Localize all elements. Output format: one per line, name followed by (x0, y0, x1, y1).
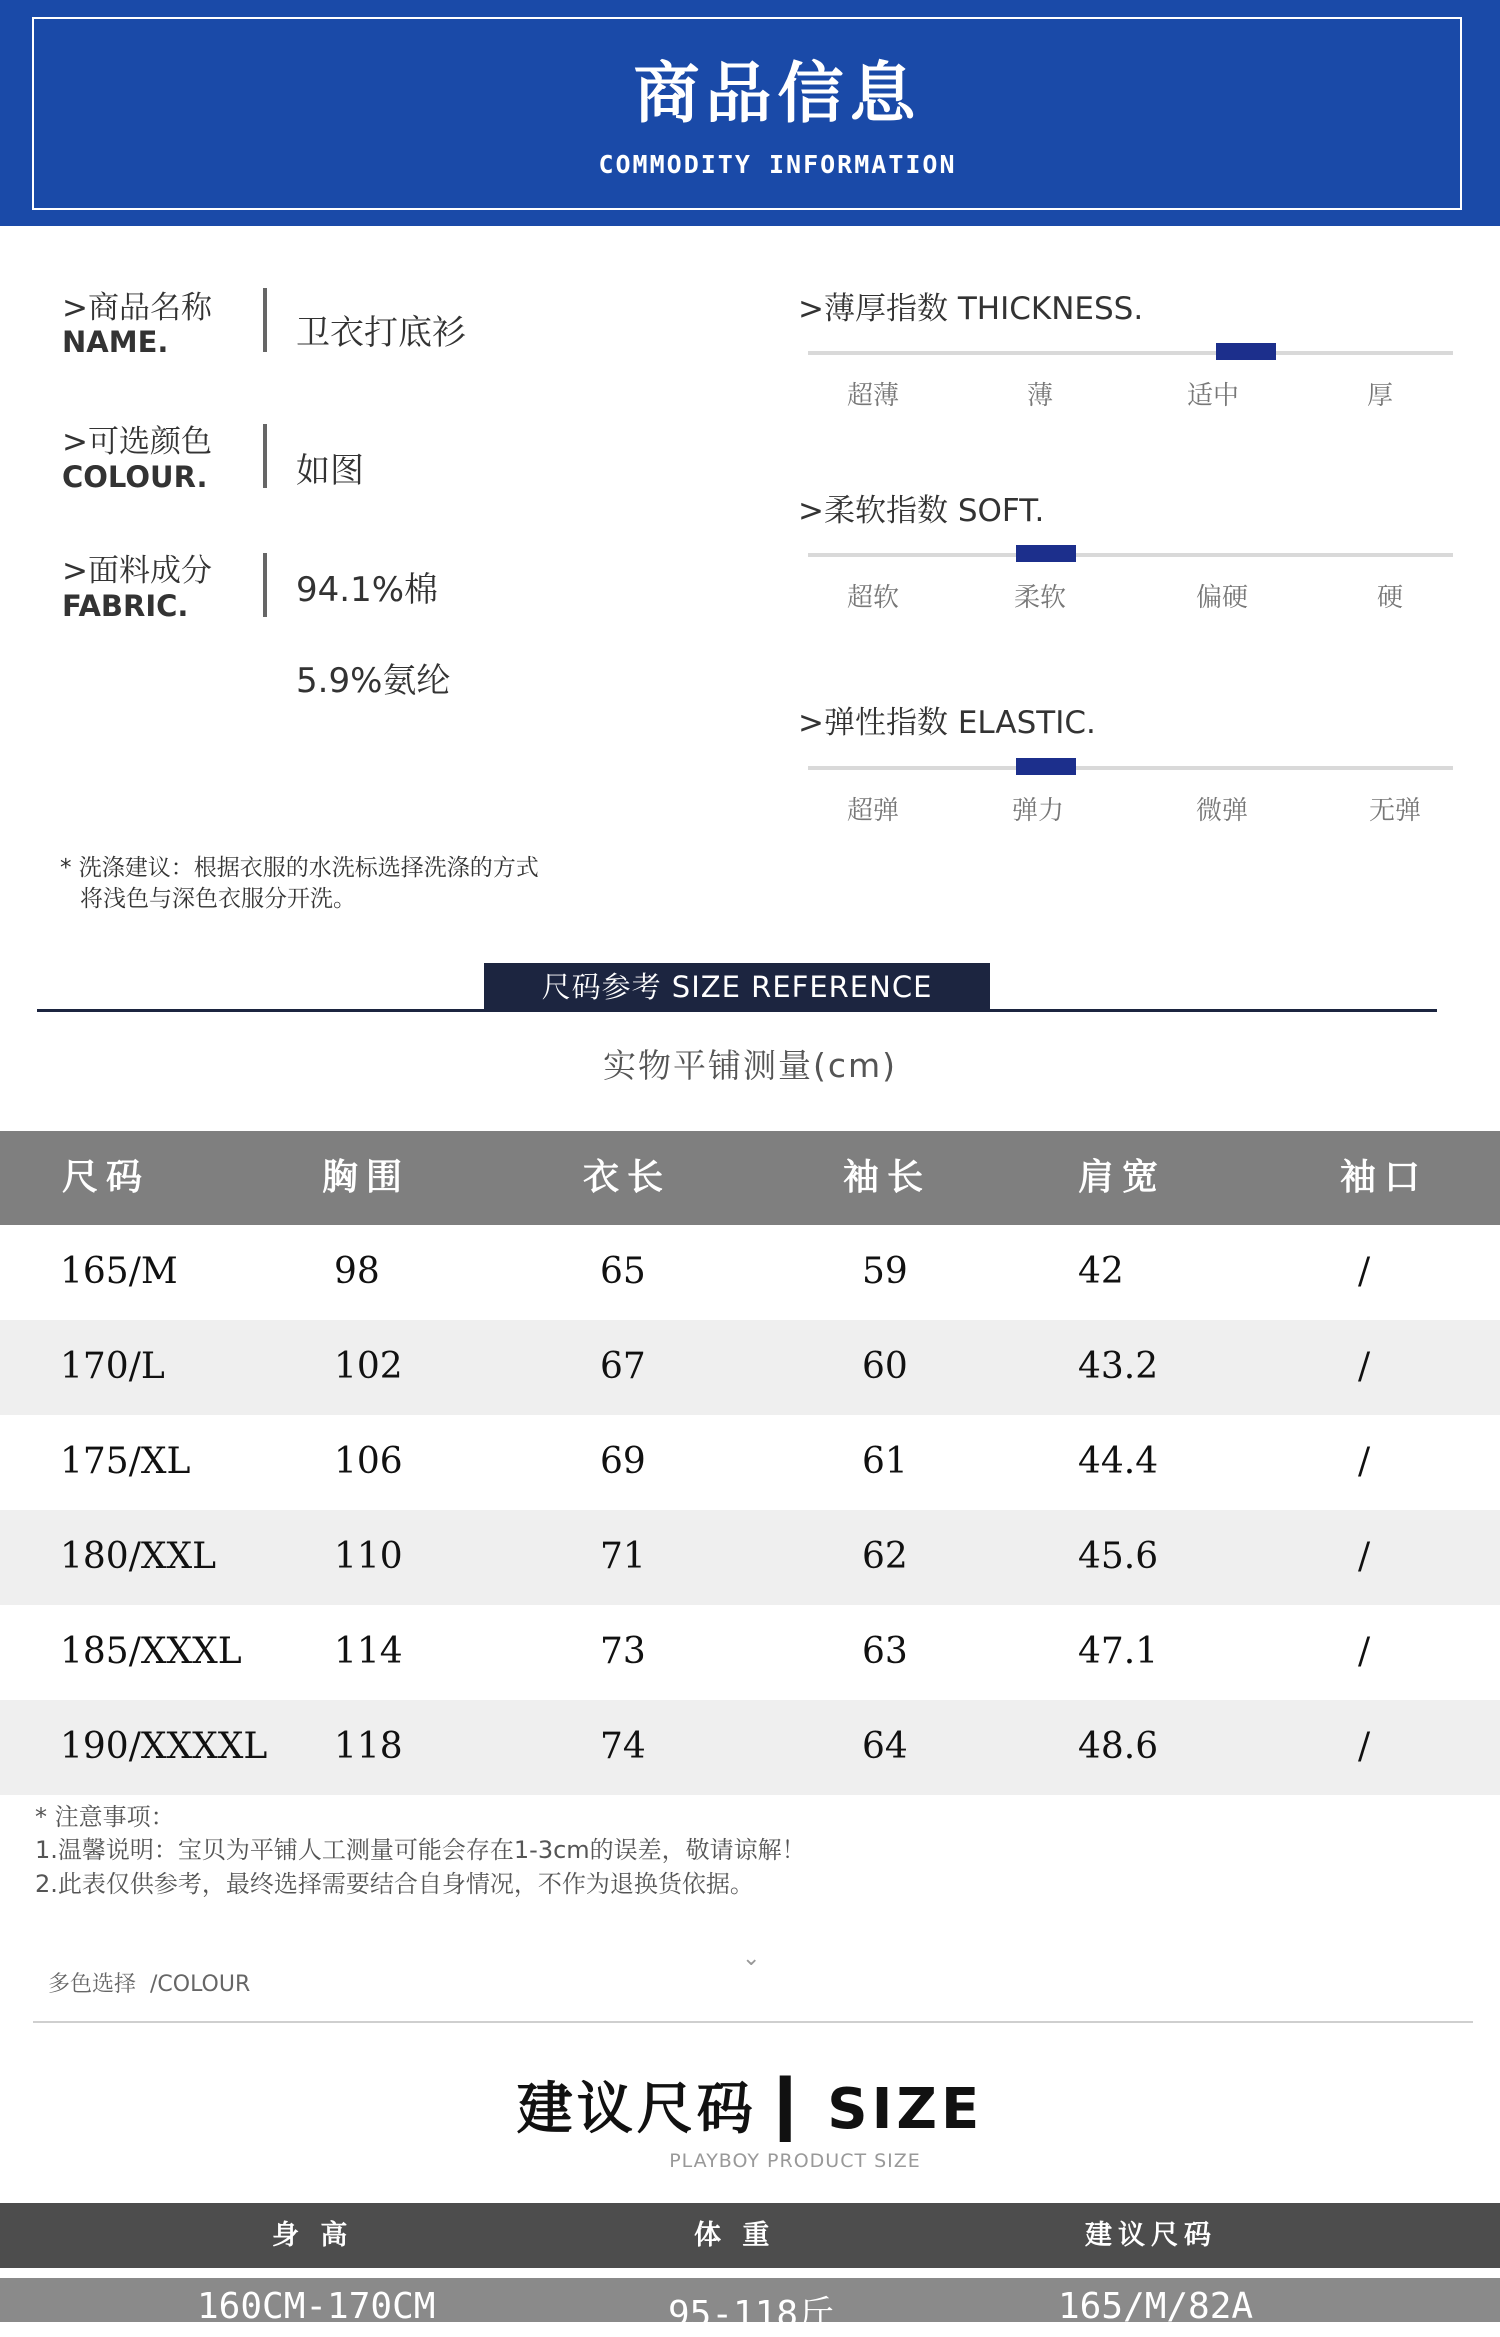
soft-tick: 偏硬 (1195, 583, 1248, 613)
soft-tick: 超软 (846, 583, 899, 613)
colour-select-rule (33, 2021, 1473, 2023)
thickness-tick: 超薄 (846, 381, 899, 411)
wash-note-line2: 将浅色与深色衣服分开洗。 (80, 886, 356, 912)
recommend-height: 160CM-170CM (197, 2286, 436, 2327)
elastic-tick: 微弹 (1195, 796, 1248, 826)
table-cell: / (1358, 1441, 1371, 1482)
elastic-tick: 弹力 (1011, 796, 1064, 826)
table-cell: / (1358, 1346, 1371, 1387)
table-cell: 190/XXXXL (60, 1726, 268, 1767)
table-cell: 61 (862, 1441, 908, 1482)
table-row (0, 1510, 1500, 1605)
soft-marker (1016, 545, 1076, 562)
chevron-down-icon[interactable]: ⌄ (742, 1946, 761, 1971)
table-cell: 102 (334, 1346, 403, 1387)
recommend-weight: 95-118斤 (668, 2294, 835, 2335)
notes-line2: 2.此表仅供参考，最终选择需要结合自身情况，不作为退换货依据。 (35, 1870, 754, 1898)
column-header: 身 高 (272, 2220, 354, 2251)
table-row (0, 1320, 1500, 1415)
thickness-tick: 适中 (1186, 381, 1239, 411)
elastic-title: >弹性指数 ELASTIC. (798, 705, 1096, 741)
table-cell: 98 (334, 1251, 380, 1292)
recommend-subtitle: PLAYBOY PRODUCT SIZE (669, 2150, 921, 2172)
elastic-marker (1016, 758, 1076, 775)
name-value: 卫衣打底衫 (296, 313, 466, 353)
table-cell: 185/XXXL (60, 1631, 242, 1672)
thickness-track (808, 351, 1453, 355)
table-cell: 106 (334, 1441, 403, 1482)
table-cell: 73 (600, 1631, 646, 1672)
table-cell: 118 (334, 1726, 403, 1767)
soft-track (808, 553, 1453, 557)
size-reference-rule (37, 1009, 1437, 1012)
table-cell: 44.4 (1078, 1441, 1159, 1482)
soft-tick: 柔软 (1013, 583, 1066, 613)
table-cell: 175/XL (60, 1441, 191, 1482)
table-cell: 48.6 (1078, 1726, 1159, 1767)
fabric-value-1: 94.1%棉 (296, 570, 439, 610)
elastic-track (808, 766, 1453, 770)
elastic-tick: 无弹 (1368, 796, 1421, 826)
elastic-tick: 超弹 (846, 796, 899, 826)
table-cell: 47.1 (1078, 1631, 1159, 1672)
table-row (0, 1225, 1500, 1320)
column-header: 体 重 (694, 2220, 776, 2251)
table-cell: 60 (862, 1346, 908, 1387)
table-cell: 180/XXL (60, 1536, 217, 1577)
column-header: 袖长 (843, 1157, 932, 1198)
table-cell: 69 (600, 1441, 646, 1482)
wash-note-line1: * 洗涤建议：根据衣服的水洗标选择洗涤的方式 (60, 855, 539, 881)
size-reference-banner: 尺码参考 SIZE REFERENCE (484, 963, 990, 1011)
table-cell: 43.2 (1078, 1346, 1159, 1387)
soft-tick: 硬 (1376, 583, 1403, 613)
table-cell: 74 (600, 1726, 646, 1767)
name-label-en: NAME. (62, 325, 169, 359)
column-header: 袖口 (1340, 1157, 1429, 1198)
colour-label-cn: >可选颜色 (62, 424, 212, 460)
fabric-value-2: 5.9%氨纶 (296, 661, 451, 701)
recommend-title: 建议尺码 ▎SIZE (516, 2077, 984, 2142)
table-cell: 170/L (60, 1346, 165, 1387)
size-table-header (0, 1131, 1500, 1225)
colour-value: 如图 (296, 451, 364, 491)
divider (263, 424, 267, 488)
table-cell: 42 (1078, 1251, 1124, 1292)
column-header: 尺码 (62, 1157, 151, 1198)
table-cell: / (1358, 1726, 1371, 1767)
divider (263, 553, 267, 617)
notes-title: * 注意事项： (35, 1803, 175, 1831)
table-cell: 67 (600, 1346, 646, 1387)
colour-label-en: COLOUR. (62, 460, 208, 494)
table-cell: / (1358, 1631, 1371, 1672)
page-title: 商品信息 (633, 55, 922, 132)
column-header: 建议尺码 (1085, 2220, 1217, 2251)
table-cell: 62 (862, 1536, 908, 1577)
table-cell: 63 (862, 1631, 908, 1672)
recommend-size: 165/M/82A (1058, 2286, 1254, 2327)
soft-title: >柔软指数 SOFT. (798, 493, 1045, 529)
fabric-label-cn: >面料成分 (62, 553, 212, 589)
table-cell: 59 (862, 1251, 908, 1292)
table-cell: 71 (600, 1536, 646, 1577)
table-cell: 165/M (60, 1251, 178, 1292)
thickness-marker (1216, 343, 1276, 360)
table-cell: 64 (862, 1726, 908, 1767)
page-subtitle: COMMODITY INFORMATION (598, 150, 957, 179)
table-row (0, 1415, 1500, 1510)
table-cell: 65 (600, 1251, 646, 1292)
thickness-tick: 厚 (1366, 381, 1393, 411)
thickness-tick: 薄 (1026, 381, 1053, 411)
table-cell: 110 (334, 1536, 403, 1577)
notes-line1: 1.温馨说明：宝贝为平铺人工测量可能会存在1-3cm的误差，敬请谅解！ (35, 1836, 806, 1864)
column-header: 胸围 (322, 1157, 411, 1198)
thickness-title: >薄厚指数 THICKNESS. (798, 291, 1144, 327)
column-header: 肩宽 (1078, 1157, 1167, 1198)
name-label-cn: >商品名称 (62, 290, 212, 326)
table-cell: / (1358, 1251, 1371, 1292)
fabric-label-en: FABRIC. (62, 589, 189, 623)
size-reference-subtitle: 实物平铺测量(cm) (602, 1046, 898, 1085)
table-cell: / (1358, 1536, 1371, 1577)
column-header: 衣长 (583, 1157, 672, 1198)
colour-select-label[interactable]: 多色选择 /COLOUR (48, 1972, 251, 1997)
divider (263, 288, 267, 352)
table-cell: 114 (334, 1631, 403, 1672)
table-cell: 45.6 (1078, 1536, 1159, 1577)
